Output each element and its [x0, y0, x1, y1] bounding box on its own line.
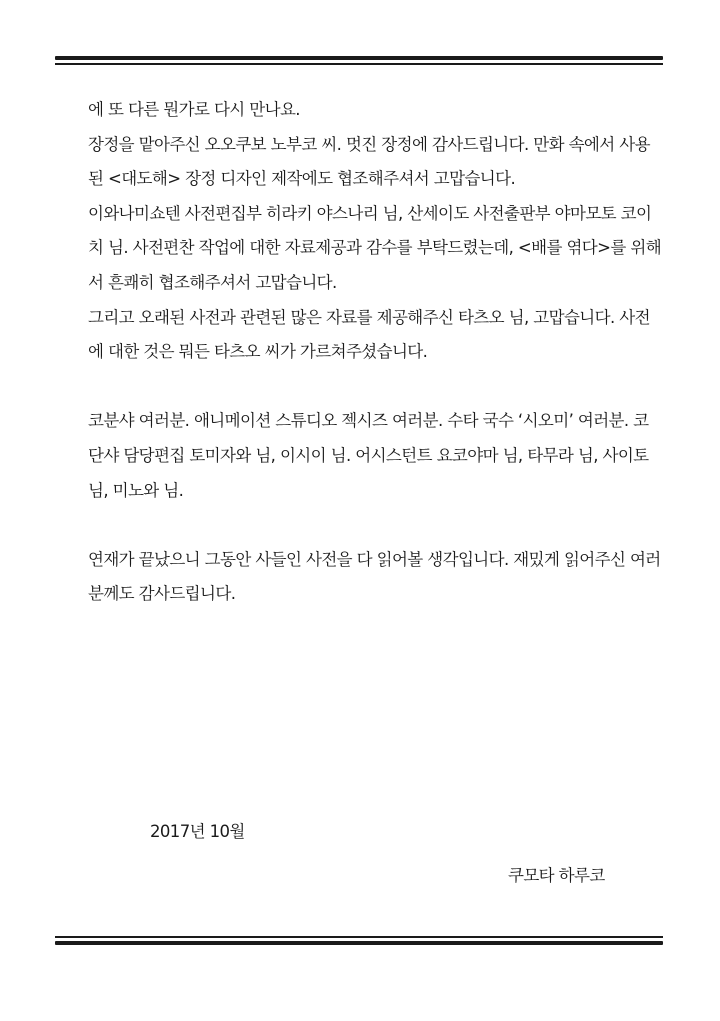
paragraph-gap: [88, 508, 648, 543]
text-line: 단샤 담당편집 토미자와 님, 이시이 님. 어시스턴트 요코야마 님, 타무라 님, 사이토: [88, 445, 649, 465]
text-line: 그리고 오래된 사전과 관련된 많은 자료를 제공해주신 타츠오 님, 고맙습니다. 사전: [88, 307, 650, 327]
text-line: 분께도 감사드립니다.: [88, 584, 236, 604]
text-line: 님, 미노와 님.: [88, 480, 184, 500]
date-line: 2017년 10월: [150, 822, 245, 841]
bottom-double-rule: [55, 936, 663, 945]
text-line: 연재가 끝났으니 그동안 사들인 사전을 다 읽어볼 생각입니다. 재밌게 읽어주신 여러: [88, 549, 661, 569]
text-line: 장정을 맡아주신 오오쿠보 노부코 씨. 멋진 장정에 감사드립니다. 만화 속에서 사용: [88, 134, 650, 154]
text-line: 에 대한 것은 뭐든 타츠오 씨가 가르쳐주셨습니다.: [88, 342, 428, 362]
text-line: 이와나미쇼텐 사전편집부 히라키 야스나리 님, 산세이도 사전출판부 야마모토 코이: [88, 203, 652, 223]
text-line: 서 흔쾌히 협조해주셔서 고맙습니다.: [88, 272, 337, 292]
text-line: 치 님. 사전편찬 작업에 대한 자료제공과 감수를 부탁드렸는데, <배를 엮다>를 위해: [88, 238, 662, 258]
text-line: 코분샤 여러분. 애니메이션 스튜디오 젝시즈 여러분. 수타 국수 ‘시오미’ 여러분. 코: [88, 411, 649, 431]
paragraph-gap: [88, 370, 648, 405]
author-signature: 쿠모타 하루코: [508, 866, 605, 885]
text-line: 에 또 다른 뭔가로 다시 만나요.: [88, 100, 300, 119]
afterword-body: [88, 93, 662, 612]
top-double-rule: [55, 56, 663, 65]
text-line: 된 <대도해> 장정 디자인 제작에도 협조해주셔서 고맙습니다.: [88, 169, 516, 189]
